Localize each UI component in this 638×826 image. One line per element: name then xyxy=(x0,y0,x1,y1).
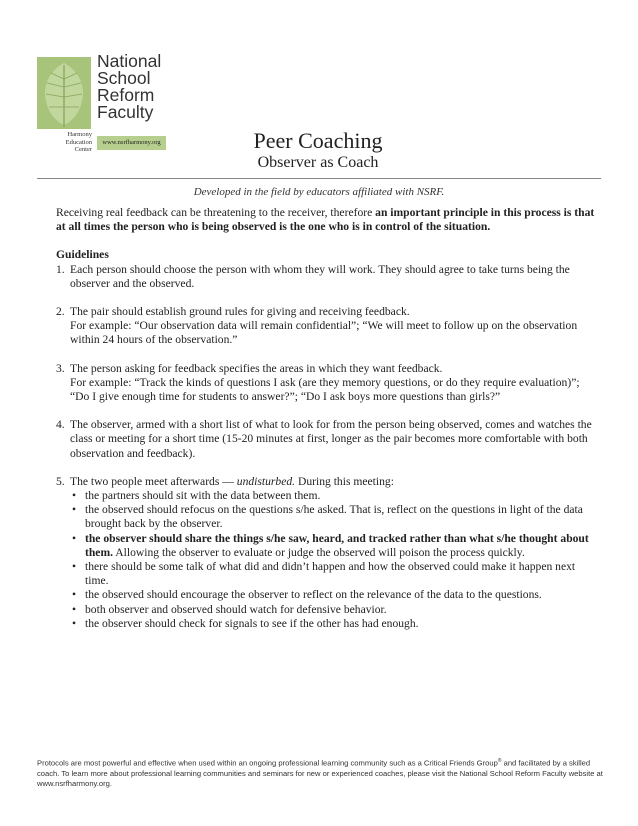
guideline-item xyxy=(56,475,596,631)
guideline-lead-text: The two people meet afterwards — xyxy=(70,474,237,488)
guideline-item xyxy=(56,418,596,461)
guideline-text: Each person should choose the person with whom they will work. They should agree to take turns being the observer and the observed. xyxy=(70,262,570,290)
guideline-lead-italic: undisturbed. xyxy=(236,474,296,488)
document-body xyxy=(56,206,596,645)
nsrf-name xyxy=(97,53,161,121)
guideline-item xyxy=(56,362,596,405)
footer-note xyxy=(37,756,603,789)
guideline-item xyxy=(56,305,596,348)
bullet-item xyxy=(70,560,596,588)
bullet-icon: • xyxy=(72,588,77,602)
harmony-education-center xyxy=(40,131,92,154)
intro-text: Receiving real feedback can be threatening to the receiver, therefore xyxy=(56,206,376,219)
bullet-text: both observer and observed should watch for defensive behavior. xyxy=(85,602,387,616)
guidelines-heading: Guidelines xyxy=(56,248,109,262)
bullet-item xyxy=(70,489,596,503)
bullet-icon: • xyxy=(72,602,77,616)
nsrf-name-line: Reform xyxy=(97,85,155,105)
guideline-number: 2. xyxy=(56,305,65,319)
footer-text: Protocols are most powerful and effective when used within an ongoing professional learning community such as a Critical Friends Group xyxy=(37,758,498,768)
harmony-line: Harmony xyxy=(67,131,92,138)
guideline-number: 1. xyxy=(56,262,65,276)
bullet-item xyxy=(70,617,596,631)
guideline-number: 5. xyxy=(56,474,65,488)
guideline-example: For example: “Track the kinds of questions I ask (are they memory questions, or do they require evaluation)”; “Do I give enough time for students to answer?”; “Do I ask boys more questions than girls?” xyxy=(70,375,580,404)
nsrf-name-line: School xyxy=(97,68,151,88)
nsrf-name-line: Faculty xyxy=(97,102,154,122)
guideline-lead xyxy=(70,475,596,489)
bullet-item xyxy=(70,503,596,531)
nsrf-name-line: National xyxy=(97,51,162,71)
bullet-icon: • xyxy=(72,531,77,545)
guideline-number: 3. xyxy=(56,361,65,375)
header-divider xyxy=(37,178,601,179)
page-subtitle: Observer as Coach xyxy=(257,154,379,171)
guideline-example: For example: “Our observation data will remain confidential”; “We will meet to follow up on the observation within 24 hours of the observation.” xyxy=(70,319,578,347)
guideline-text: The person asking for feedback specifies the areas in which they want feedback. xyxy=(70,361,443,375)
intro-paragraph xyxy=(56,206,596,234)
logo-url: www.nsrfharmony.org xyxy=(97,136,166,150)
meeting-bullet-list xyxy=(70,489,596,631)
bullet-item xyxy=(70,532,596,560)
guideline-text: The observer, armed with a short list of what to look for from the person being observed, comes and watches the class or meeting for a short time (15-20 minutes at first, longer as the pair becomes more comfortable with both observation and feedback). xyxy=(70,418,592,460)
guideline-text: The pair should establish ground rules for giving and receiving feedback. xyxy=(70,305,410,319)
bullet-text: Allowing the observer to evaluate or judge the observed will poison the process quickly. xyxy=(113,545,525,559)
page-title: Peer Coaching xyxy=(253,128,383,153)
bullet-item xyxy=(70,588,596,602)
bullet-item xyxy=(70,603,596,617)
harmony-line: Education xyxy=(65,138,92,146)
bullet-icon: • xyxy=(72,616,77,630)
footer-text: and facilitated by a skilled coach. To learn more about professional learning communities and seminars for new or experienced coaches, please visit the National School Reform Faculty website at www.nsrfharmony.org. xyxy=(37,758,603,788)
nsrf-leaf-logo xyxy=(37,57,91,129)
intro-bold: an important principle in this process is that at all times the person who is being observed is the one who is in control of the situation. xyxy=(56,206,595,234)
bullet-icon: • xyxy=(72,560,77,574)
harmony-line: Center xyxy=(74,146,92,153)
registered-mark: ® xyxy=(497,758,502,764)
guideline-number: 4. xyxy=(56,418,65,432)
guideline-lead-tail: During this meeting: xyxy=(295,474,394,488)
bullet-icon: • xyxy=(72,489,77,503)
bullet-text: the observed should refocus on the questions s/he asked. That is, reflect on the questions in light of the data brought back by the observer. xyxy=(85,503,583,531)
bullet-text: the observer should check for signals to see if the other has had enough. xyxy=(85,616,419,630)
developed-note: Developed in the field by educators affiliated with NSRF. xyxy=(193,186,445,198)
bullet-bold: the observer should share the things s/he saw, heard, and tracked rather than what s/he thought about them. xyxy=(85,531,589,559)
bullet-text: there should be some talk of what did and didn’t happen and how the observed could make it happen next time. xyxy=(85,560,576,588)
bullet-icon: • xyxy=(72,503,77,517)
guideline-item xyxy=(56,263,596,291)
leaf-icon xyxy=(37,57,91,129)
bullet-text: the partners should sit with the data between them. xyxy=(85,489,321,503)
bullet-text-wrap xyxy=(85,532,596,560)
bullet-text: the observed should encourage the observer to reflect on the relevance of the data to the questions. xyxy=(85,588,542,602)
